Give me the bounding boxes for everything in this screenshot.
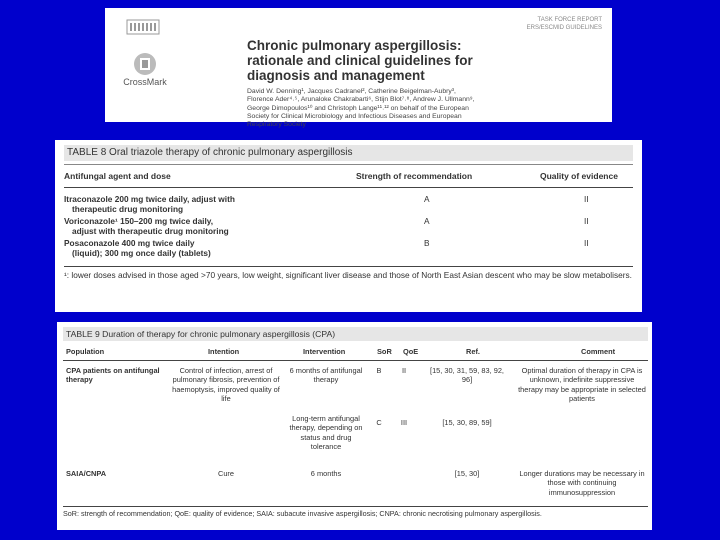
table-8-footnote: ¹: lower doses advised in those aged >70 years, low weight, significant liver disease and those of North East Asian descent who may be slow metabolisers. — [64, 266, 633, 281]
table-9-header-row — [63, 343, 648, 361]
header-quality-of-evidence: Quality of evidence — [540, 171, 618, 181]
author-list — [247, 88, 605, 129]
ref-cell: [15, 30, 89, 59] — [442, 418, 492, 427]
sor-cell: B — [376, 366, 382, 375]
qoe-cell: II — [584, 238, 589, 248]
agent-line: Voriconazole¹ 150–200 mg twice daily, — [64, 216, 214, 226]
agent-cell — [64, 194, 344, 214]
intervention-cell: 6 months — [310, 469, 342, 478]
paper-title-line: Chronic pulmonary aspergillosis: — [247, 38, 462, 53]
qoe-cell: III — [400, 418, 408, 427]
qoe-cell: II — [584, 216, 589, 226]
crossmark-label: CrossMark — [123, 77, 167, 87]
agent-line: Posaconazole 400 mg twice daily — [64, 238, 195, 248]
header-population: Population — [66, 347, 105, 356]
sor-cell: C — [376, 418, 382, 427]
qoe-cell: II — [401, 366, 407, 375]
table-8-panel — [55, 140, 642, 312]
crossmark-icon — [133, 52, 157, 76]
table-9-footnote: SoR: strength of recommendation; QoE: quality of evidence; SAIA: subacute invasive aspergillosis; CNPA: chronic necrotising pulmonary aspergillosis. — [63, 506, 648, 521]
intention-cell: Control of infection, arrest of pulmonary fibrosis, prevention of haemoptysis, improved quality of life — [172, 366, 280, 404]
intention-cell: Cure — [217, 469, 235, 478]
crossmark-logo — [115, 52, 175, 87]
header-strength-of-recommendation: Strength of recommendation — [356, 171, 473, 181]
header-antifungal-agent: Antifungal agent and dose — [64, 171, 171, 181]
comment-cell: Optimal duration of therapy in CPA is unknown, indefinite suppressive therapy may be appropriate in selected patients — [518, 366, 646, 404]
author-line: Society for Clinical Microbiology and Infectious Diseases and European — [247, 112, 462, 120]
qoe-cell: II — [584, 194, 589, 204]
paper-title-line: diagnosis and management — [247, 68, 425, 83]
header-sor: SoR — [377, 347, 392, 356]
population-cell: SAIA/CNPA — [66, 469, 107, 478]
header-intervention: Intervention — [303, 347, 346, 356]
ref-cell: [15, 30] — [454, 469, 480, 478]
journal-category — [527, 16, 602, 32]
author-line: David W. Denning¹, Jacques Cadranel², Catherine Beigelman-Aubry³, — [247, 88, 456, 95]
header-intention: Intention — [208, 347, 240, 356]
comment-cell: Longer durations may be necessary in those with continuing immunosuppression — [519, 469, 645, 497]
header-comment: Comment — [581, 347, 616, 356]
author-line: Respiratory Society — [247, 121, 306, 129]
header-qoe: QoE — [403, 347, 419, 356]
agent-line: adjust with therapeutic drug monitoring — [72, 226, 229, 236]
header-ref: Ref. — [466, 347, 480, 356]
agent-cell — [64, 216, 344, 236]
sor-cell: A — [424, 216, 430, 226]
intervention-cell: 6 months of antifungal therapy — [289, 366, 363, 385]
table-9-title: TABLE 9 Duration of therapy for chronic pulmonary aspergillosis (CPA) — [63, 327, 648, 341]
agent-line: Itraconazole 200 mg twice daily, adjust with — [64, 194, 235, 204]
agent-line: therapeutic drug monitoring — [72, 204, 184, 214]
agent-line: (liquid); 300 mg once daily (tablets) — [72, 248, 211, 258]
table-8-header-row — [64, 164, 633, 188]
author-line: Florence Ader⁴˒⁵, Arunaloke Chakrabarti⁶, Stijn Blot⁷˒⁸, Andrew J. Ullmann⁹, — [247, 96, 475, 104]
paper-title — [247, 38, 602, 83]
population-cell: CPA patients on antifungal therapy — [66, 366, 160, 385]
author-line: George Dimopoulos¹⁰ and Christoph Lange¹¹˒¹² on behalf of the European — [247, 104, 469, 112]
paper-header-panel — [105, 8, 612, 129]
journal-category-line: TASK FORCE REPORT — [537, 17, 602, 23]
sor-cell: B — [424, 238, 430, 248]
journal-category-line: ERS/ESCMID GUIDELINES — [526, 25, 602, 31]
ref-cell: [15, 30, 31, 59, 83, 92, 96] — [430, 366, 504, 385]
sor-cell: A — [424, 194, 430, 204]
table-9-panel — [57, 322, 652, 530]
paper-title-line: rationale and clinical guidelines for — [247, 53, 473, 68]
table-8-title: TABLE 8 Oral triazole therapy of chronic pulmonary aspergillosis — [64, 145, 633, 161]
intervention-cell: Long-term antifungal therapy, depending on status and drug tolerance — [289, 414, 363, 452]
agent-cell — [64, 238, 344, 258]
publisher-logo-icon — [125, 16, 161, 38]
